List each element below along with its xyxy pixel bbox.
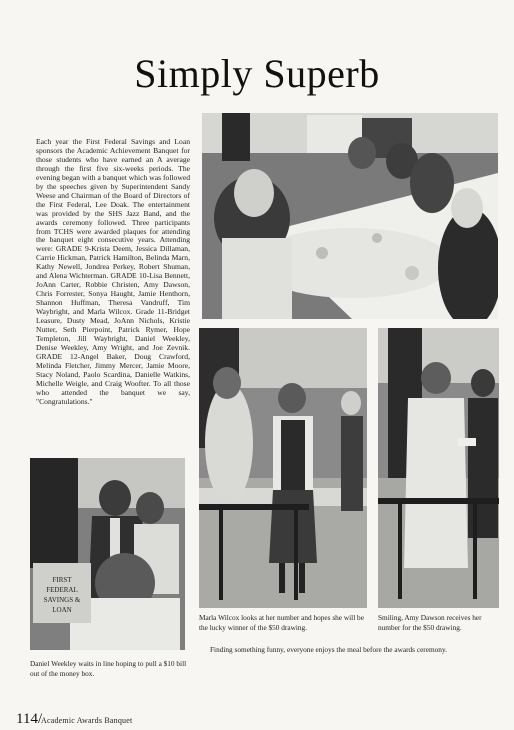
money-box-sign-line1: FIRST bbox=[52, 576, 72, 584]
photo-amy-dawson bbox=[378, 328, 499, 608]
caption-marla-wilcox: Marla Wilcox looks at her number and hopes she will be the lucky winner of the $50 drawing. bbox=[199, 613, 364, 632]
photo-daniel-weekley bbox=[30, 458, 185, 650]
section-name: Academic Awards Banquet bbox=[41, 716, 133, 725]
money-box-sign-line2: FEDERAL bbox=[46, 586, 78, 594]
money-box-sign-line4: LOAN bbox=[52, 606, 72, 614]
article-body: Each year the First Federal Savings and Loan sponsors the Academic Achievement Banquet for those students who have earned an A average through the first five six-weeks periods. The evening began with a banquet which was followed by the speeches given by Superintendent Sandy Weese and Chairman of the Board of Directors of the First Federal, Lee Doak. The entertainment was provided by the SHS Jazz Band, and the awards ceremony followed. Three participants from TCHS were awarded plaques for attending the banquet eight consecutive years. Attending were: GRADE 9-Krista Deem, Jessica Dillaman, Carrie Hickman, Patrick Hamilton, Belinda Marn, Kathy Newell, Jondrea Perkey, Robert Shuman, and Alena Wichterman. GRADE 10-Lisa Bennett, JoAnn Carter, Robbie Christen, Amy Dawson, Chris Forrester, Sonya Haught, Jamie Henthorn, Shannon Huffman, Theresa Vandruff, Tim Waybright, and Marla Wilcox. Grade 11-Bridget Leasure, Dusty Mead, JoAnn Nichols, Kristie Nutter, Seth Pierpoint, Patrick Rymer, Hope Templeton, Jill Waybright, Daniel Weekley, Denise Weekley, Amy Wright, and Joe Zevnik. GRADE 12-Angel Baker, Doug Crawford, Melinda Fletcher, Jimmy Mercer, Jamie Moore, Stacy Noland, Paolo Scardina, Danielle Watkins, Michelle Weigle, and Craig Woofter. To all those who attended the banquet we say, "Congratulations." bbox=[36, 137, 190, 406]
money-box-sign-line3: SAVINGS & bbox=[43, 596, 81, 604]
caption-amy-dawson: Smiling, Amy Dawson receives her number for the $50 drawing. bbox=[378, 613, 482, 632]
caption-daniel-weekley: Daniel Weekley waits in line hoping to pull a $10 bill out of the money box. bbox=[30, 659, 187, 678]
photo-banquet-table bbox=[202, 113, 498, 319]
page-title: Simply Superb bbox=[134, 51, 380, 96]
photo-marla-wilcox bbox=[199, 328, 367, 608]
page-number: 114/ bbox=[16, 711, 43, 727]
caption-meal: Finding something funny, everyone enjoys the meal before the awards ceremony. bbox=[210, 645, 447, 654]
